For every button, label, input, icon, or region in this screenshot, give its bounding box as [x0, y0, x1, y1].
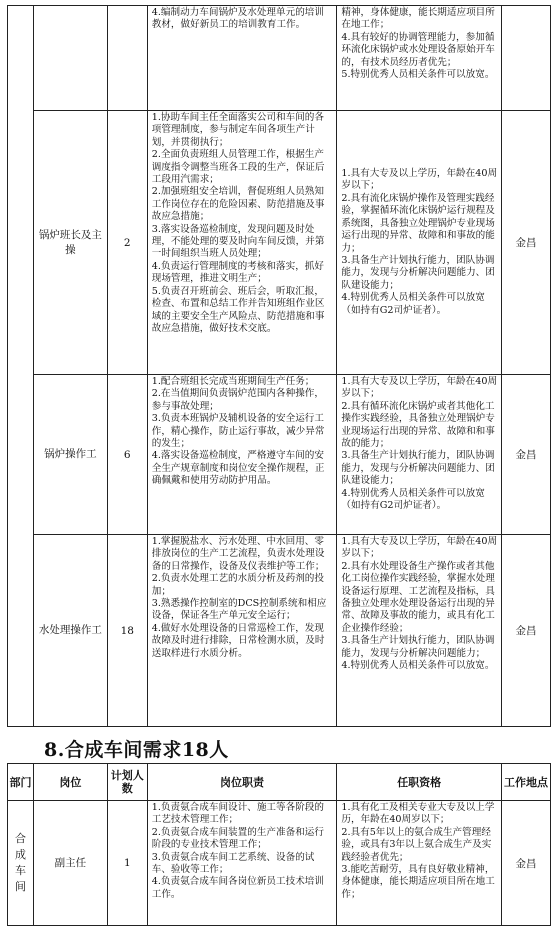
duty-item: 4.落实设备巡检制度，严格遵守车间的安全生产规章制度和岗位安全操作规程，正确佩戴和使用劳动防护用品。	[151, 450, 325, 487]
count-cell	[107, 6, 147, 111]
duties-cell	[147, 375, 337, 535]
duty-item: 1.负责氨合成车间设计、施工等各阶段的工艺技术管理工作；	[151, 802, 324, 826]
duties-cell	[147, 111, 337, 375]
header-location: 工作地点	[502, 764, 551, 801]
header-post: 岗位	[33, 764, 107, 801]
requirement-item: 1.具有大专及以上学历，年龄在40周岁以下；	[341, 536, 498, 560]
requirements-cell	[337, 111, 502, 375]
location-cell: 金昌	[502, 801, 551, 926]
duty-item: 3.负责本班锅炉及辅机设备的安全运行工作，精心操作，防止运行事故，减少异常的发生；	[151, 413, 325, 450]
requirement-item: 1.具有大专及以上学历，年龄在40周岁以下；	[341, 376, 498, 400]
post-cell	[33, 6, 107, 111]
count-cell: 6	[107, 375, 147, 535]
duty-item: 4.负责运行管理制度的考核和落实，抓好现场管理，推进文明生产；	[151, 260, 324, 285]
table-row	[8, 6, 551, 111]
requirement-item: 2.具有水处理设备生产操作或者其他化工岗位操作实践经验，掌握水处理设备运行原理、工艺流程及指标，具备独立处理水处理设备运行出现的异常、故障及事故的能力，或具有化工企业操作经验；	[341, 560, 495, 634]
requirement-item: 2.具有循环流化床锅炉或者其他化工操作实践经验，具备独立处理锅炉专业现场运行出现的异常、故障和和事故的能力；	[341, 400, 495, 450]
header-requirements: 任职资格	[337, 764, 502, 801]
duty-item: 1.掌握脱盐水、污水处理、中水回用、零排放岗位的生产工艺流程，负责水处理设备的日常操作，设备及仪表维护等工作；	[151, 536, 325, 572]
requirement-item: 2.具有5年以上的氨合成生产管理经验，或具有3年以上氨合成生产及实践经验者优先；	[341, 826, 492, 863]
duties-cell	[147, 801, 337, 926]
duty-item: 3.熟悉操作控制室的DCS控制系统和相应设备，保证各生产单元安全运行；	[151, 598, 327, 622]
duty-item: 5.负责召开班前会、班后会，听取汇报，检查、布置和总结工作并告知班组作业区域的主要安全生产风险点、防范措施和事故应急措施，做好技术交底。	[151, 285, 325, 334]
table-row	[8, 375, 551, 535]
table-row	[8, 111, 551, 375]
count-cell: 1	[107, 801, 147, 926]
table-row	[8, 801, 551, 926]
requirement-item: 3.能吃苦耐劳，具有良好敬业精神，身体健康，能长期适应项目所在地工作；	[341, 864, 495, 900]
requirement-item: 精神，身体健康，能长期适应项目所在地工作；	[341, 7, 495, 31]
duties-cell	[147, 6, 337, 111]
requirement-item: 5.特别优秀人员相关条件可以放宽。	[341, 69, 495, 81]
requirement-item: 1.具有大专及以上学历，年龄在40周岁以下；	[341, 168, 498, 192]
post-cell: 水处理操作工	[33, 535, 107, 727]
count-cell: 18	[107, 535, 147, 727]
post-cell: 副主任	[33, 801, 107, 926]
dept-cell	[8, 6, 34, 727]
count-cell: 2	[107, 111, 147, 375]
section-heading: 8.合成车间需求18人	[44, 739, 229, 761]
location-cell: 金昌	[502, 375, 551, 535]
duty-item: 4.负责氨合成车间各岗位新员工技术培训工作。	[151, 876, 324, 900]
requirements-cell	[337, 535, 502, 727]
dept-cell: 合成车间	[8, 801, 34, 926]
lower-table	[7, 763, 551, 926]
requirement-item: 3.具备生产计划执行能力，团队协调能力，发现与分析解决问题能力、团队建设能力；	[341, 254, 495, 291]
requirement-item: 4.具有较好的协调管理能力，参加循环流化床锅炉或水处理设备原始开车的，有技术员经历者优先；	[341, 31, 495, 68]
duty-item: 2.负责水处理工艺的水质分析及药剂的投加；	[151, 573, 324, 597]
duty-item: 3.落实设备巡检制度，发现问题及时处理，不能处理的要及时向车间反馈，并第一时间组织当班人员处理；	[151, 223, 325, 260]
duty-item: 2.加强班组安全培训，督促班组人员熟知工作岗位存在的危险因素、防范措施及事故应急措施；	[151, 186, 325, 223]
requirements-cell	[337, 6, 502, 111]
table-row	[8, 535, 551, 727]
post-cell: 锅炉班长及主操	[33, 111, 107, 375]
requirement-item: 1.具有化工及相关专业大专及以上学历，年龄在40周岁以下；	[341, 802, 495, 826]
upper-table	[7, 5, 551, 727]
requirement-item: 3.具备生产计划执行能力，团队协调能力，发现与分析解决问题能力、团队建设能力；	[341, 450, 495, 487]
location-cell: 金昌	[502, 111, 551, 375]
requirements-cell	[337, 375, 502, 535]
header-dept: 部门	[8, 764, 34, 801]
post-cell: 锅炉操作工	[33, 375, 107, 535]
duty-item: 1.配合班组长完成当班期间生产任务；	[151, 376, 315, 387]
duty-item: 3.负责氨合成车间工艺系统、设备的试车、验收等工作；	[151, 851, 315, 876]
duty-item: 4.编制动力车间锅炉及水处理单元的培训教材，做好新员工的培训教育工作。	[151, 7, 324, 31]
duty-item: 1.协助车间主任全面落实公司和车间的各项管理制度，参与制定车间各项生产计划，并贯彻执行；	[151, 112, 324, 148]
location-cell: 金昌	[502, 535, 551, 727]
requirements-cell	[337, 801, 502, 926]
duty-item: 2.在当值期间负责锅炉范围内各种操作，参与事故处理；	[151, 388, 324, 412]
requirement-item: 4.特别优秀人员相关条件可以放宽（如持有G2司炉证者）。	[341, 487, 485, 512]
header-count: 计划人数	[107, 764, 147, 801]
requirement-item: 4.特别优秀人员相关条件可以放宽。	[341, 660, 495, 672]
requirement-item: 3.具备生产计划执行能力，团队协调能力，发现与分析解决问题能力；	[341, 635, 495, 659]
duty-item: 2.全面负责班组人员管理工作，根据生产调度指令调整当班各工段的生产，保证后工段用汽需求；	[151, 149, 325, 186]
requirement-item: 4.特别优秀人员相关条件可以放宽（如持有G2司炉证者）。	[341, 292, 485, 316]
requirement-item: 2.具有流化床锅炉操作及管理实践经验，掌握循环流化床锅炉运行规程及系统图，具备独立处理锅炉专业现场运行出现的异常、故障和和事故的能力；	[341, 192, 495, 254]
header-duties: 岗位职责	[147, 764, 337, 801]
duty-item: 2.负责氨合成车间装置的生产准备和运行阶段的专业技术管理工作；	[151, 826, 324, 851]
table-header-row	[8, 764, 551, 801]
duty-item: 4.做好水处理设备的日常巡检工作，发现故障及时进行排除，日常检测水质，及时送取样进行水质分析。	[151, 622, 325, 659]
duties-cell	[147, 535, 337, 727]
location-cell	[502, 6, 551, 111]
